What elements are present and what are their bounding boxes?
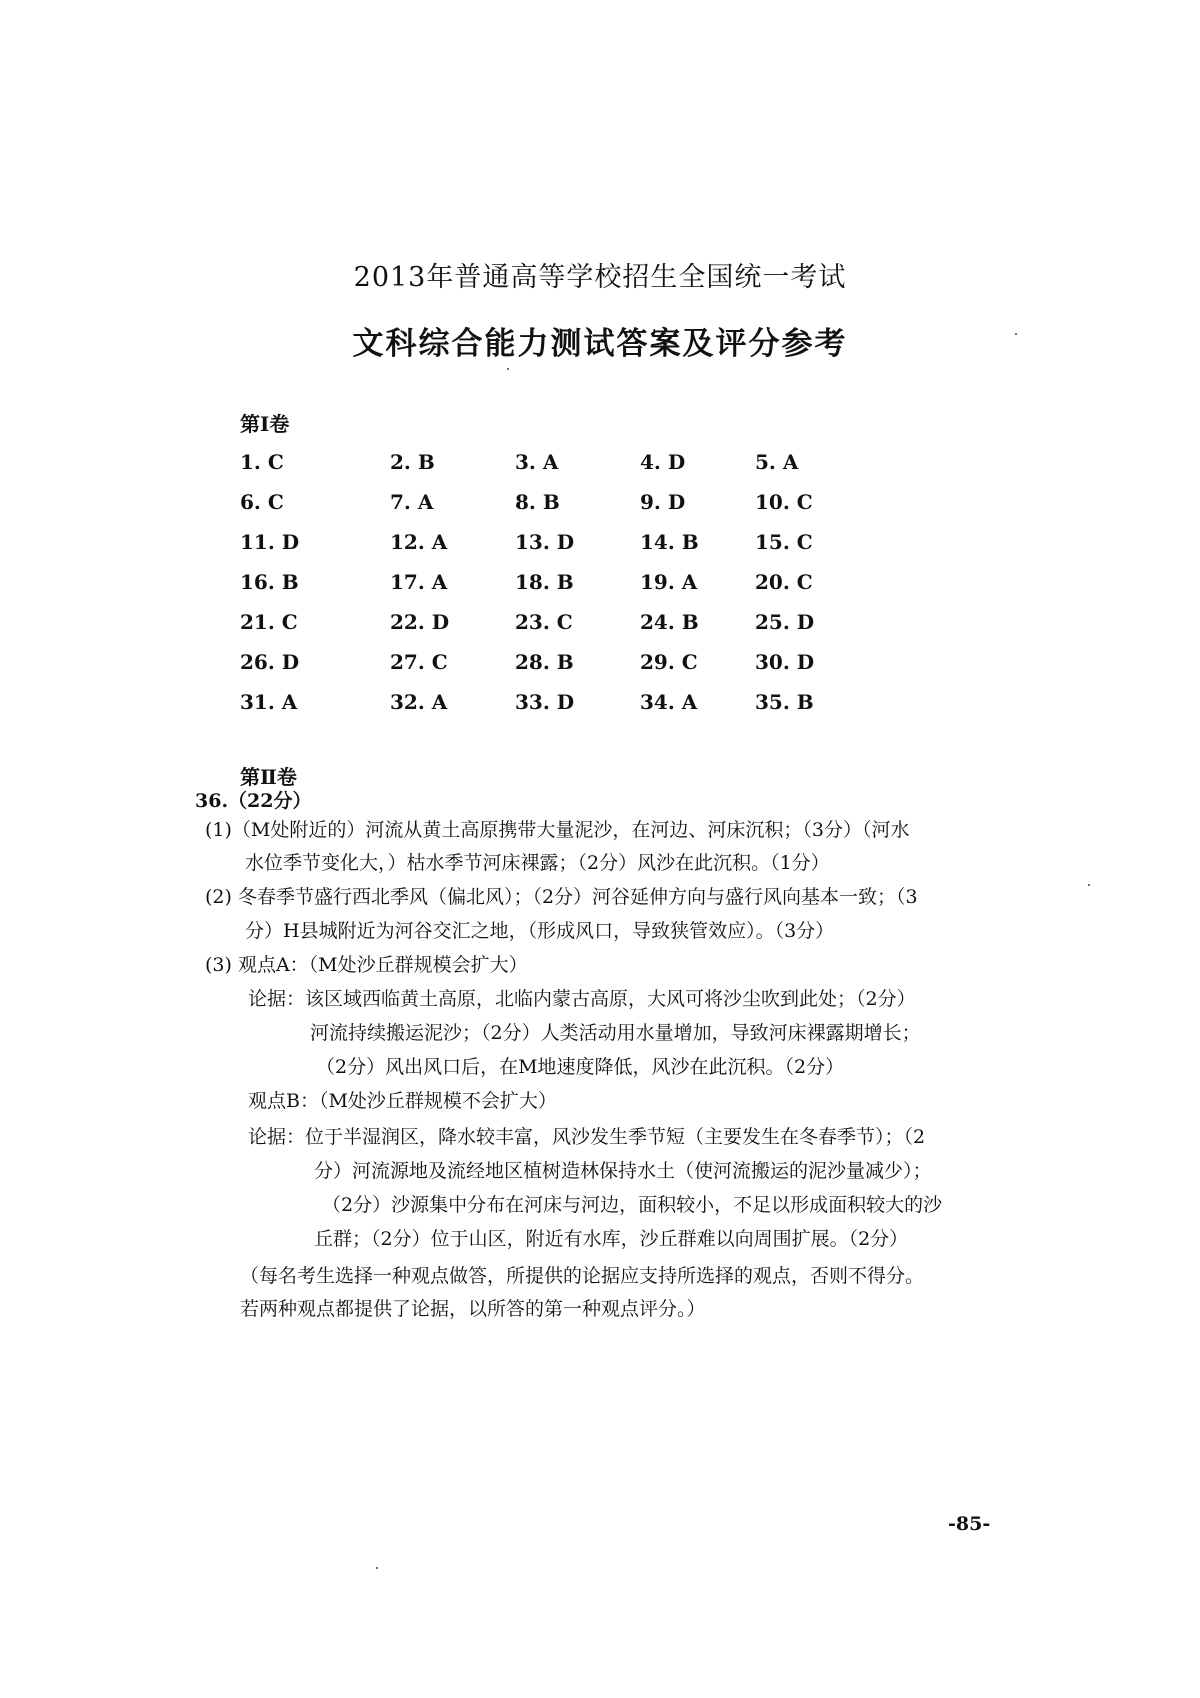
answer-item: 29. C — [640, 650, 698, 674]
answer-item: 13. D — [515, 530, 575, 554]
answer-line: （2分）沙源集中分布在河床与河边，面积较小，不足以形成面积较大的沙 — [322, 1194, 943, 1216]
answer-item: 1. C — [240, 450, 284, 474]
answer-item: 12. A — [390, 530, 448, 554]
answer-item: 34. A — [640, 690, 698, 714]
answer-item: 7. A — [390, 490, 434, 514]
answer-item: 31. A — [240, 690, 298, 714]
answer-line: (3) 观点A：（M处沙丘群规模会扩大） — [205, 954, 528, 976]
answer-line: 分）河流源地及流经地区植树造林保持水土（使河流搬运的泥沙量减少）； — [314, 1160, 932, 1182]
answer-line: 河流持续搬运泥沙；（2分）人类活动用水量增加，导致河床裸露期增长； — [310, 1022, 921, 1044]
answer-item: 27. C — [390, 650, 448, 674]
answer-item: 20. C — [755, 570, 813, 594]
exam-subtitle: 文科综合能力测试答案及评分参考 — [352, 326, 848, 362]
answer-item: 25. D — [755, 610, 815, 634]
answer-item: 2. B — [390, 450, 435, 474]
answer-item: 19. A — [640, 570, 698, 594]
part2-heading: 第Ⅱ卷 — [240, 765, 297, 789]
answer-item: 26. D — [240, 650, 300, 674]
answer-line: 观点B：（M处沙丘群规模不会扩大） — [248, 1090, 557, 1112]
part1-heading: 第Ⅰ卷 — [240, 412, 290, 436]
answer-item: 10. C — [755, 490, 813, 514]
answer-item: 15. C — [755, 530, 813, 554]
answer-item: 30. D — [755, 650, 815, 674]
answer-item: 21. C — [240, 610, 298, 634]
answer-item: 32. A — [390, 690, 448, 714]
answer-line: (2) 冬春季节盛行西北季风（偏北风）；（2分）河谷延伸方向与盛行风向基本一致；（3 — [205, 886, 918, 908]
answer-item: 6. C — [240, 490, 284, 514]
answer-line: 论据：该区域西临黄土高原，北临内蒙古高原，大风可将沙尘吹到此处；（2分） — [248, 988, 916, 1010]
answer-item: 3. A — [515, 450, 559, 474]
answer-item: 23. C — [515, 610, 573, 634]
answer-item: 14. B — [640, 530, 699, 554]
answer-item: 33. D — [515, 690, 575, 714]
answer-item: 28. B — [515, 650, 574, 674]
answer-item: 18. B — [515, 570, 574, 594]
scan-speck — [1015, 333, 1017, 335]
answer-item: 17. A — [390, 570, 448, 594]
answer-item: 8. B — [515, 490, 560, 514]
scan-speck — [1088, 884, 1090, 886]
answer-line: （2分）风出风口后，在M地速度降低，风沙在此沉积。（2分） — [316, 1056, 845, 1078]
question-36-heading: 36.（22分） — [195, 790, 312, 812]
scan-speck — [376, 1567, 378, 1569]
answer-item: 24. B — [640, 610, 699, 634]
page-number: -85- — [948, 1513, 991, 1535]
answer-line: 丘群；（2分）位于山区，附近有水库，沙丘群难以向周围扩展。（2分） — [314, 1228, 909, 1250]
answer-line: (1)（M处附近的）河流从黄土高原携带大量泥沙，在河边、河床沉积；（3分）（河水 — [205, 819, 910, 841]
answer-line: 水位季节变化大，）枯水季节河床裸露；（2分）风沙在此沉积。（1分） — [245, 852, 830, 874]
answer-line: 分）H县城附近为河谷交汇之地，（形成风口，导致狭管效应）。（3分） — [245, 920, 835, 942]
answer-item: 22. D — [390, 610, 450, 634]
answer-item: 35. B — [755, 690, 814, 714]
answer-line: 若两种观点都提供了论据，以所答的第一种观点评分。） — [240, 1298, 706, 1320]
answer-item: 11. D — [240, 530, 300, 554]
scan-speck — [507, 368, 509, 370]
answer-item: 5. A — [755, 450, 799, 474]
answer-item: 4. D — [640, 450, 686, 474]
answer-item: 16. B — [240, 570, 299, 594]
answer-line: 论据：位于半湿润区，降水较丰富，风沙发生季节短（主要发生在冬春季节）；（2 — [248, 1126, 926, 1148]
exam-title: 2013年普通高等学校招生全国统一考试 — [353, 262, 847, 293]
answer-item: 9. D — [640, 490, 686, 514]
answer-line: （每名考生选择一种观点做答，所提供的论据应支持所选择的观点，否则不得分。 — [240, 1265, 925, 1287]
